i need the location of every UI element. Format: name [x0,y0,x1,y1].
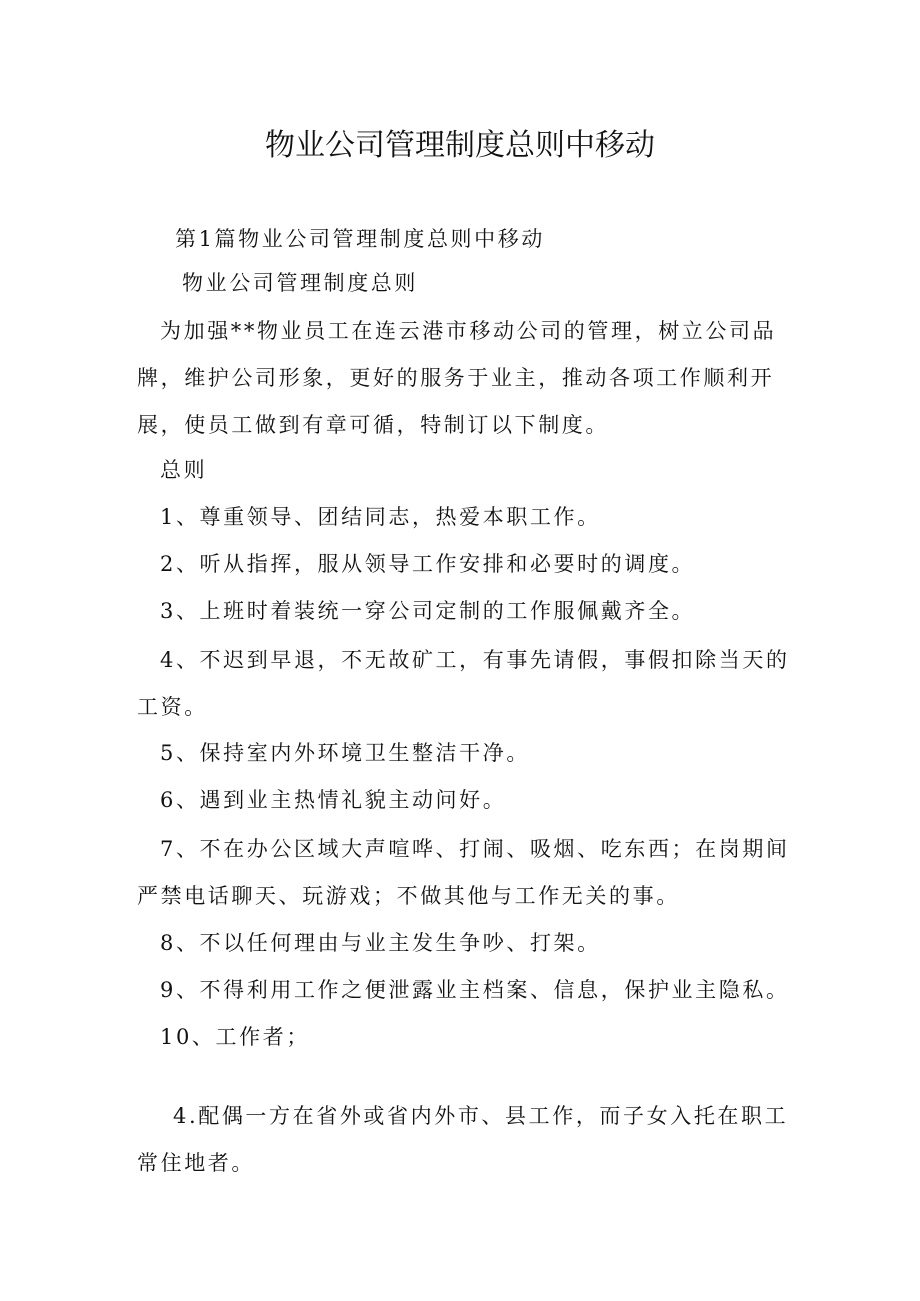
rule-item: 5、保持室内外环境卫生整洁干净。 [160,741,530,765]
rule-item: 8、不以任何理由与业主发生争吵、打架。 [160,931,601,955]
general-heading: 总则 [160,458,208,482]
rule-item: 2、听从指挥，服从领导工作安排和必要时的调度。 [160,552,696,576]
intro-paragraph: 为加强**物业员工在连云港市移动公司的管理，树立公司品牌，维护公司形象，更好的服务于业主，推动各项工作顺利开展，使员工做到有章可循，特制订以下制度。 [137,319,777,437]
rule-item: 9、不得利用工作之便泄露业主档案、信息，保护业主隐私。 [160,978,790,1002]
rule-item: 1、尊重领导、团结同志，热爱本职工作。 [160,505,601,529]
section-heading: 物业公司管理制度总则 [182,271,418,295]
document-subtitle: 第1篇物业公司管理制度总则中移动 [175,227,545,251]
rule-item: 10、工作者； [160,1025,310,1049]
rule-item: 6、遇到业主热情礼貌主动问好。 [160,788,507,812]
rule-item: 7、不在办公区域大声喧哗、打闹、吸烟、吃东西；在岗期间严禁电话聊天、玩游戏；不做其他与工作无关的事。 [137,837,790,908]
page-title: 物业公司管理制度总则中移动 [265,128,655,163]
rule-item: 4、不迟到早退，不无故矿工，有事先请假，事假扣除当天的工资。 [137,648,790,719]
extra-item: 4.配偶一方在省外或省内外市、县工作，而子女入托在职工常住地者。 [137,1104,789,1175]
rule-item: 3、上班时着装统一穿公司定制的工作服佩戴齐全。 [160,599,696,623]
